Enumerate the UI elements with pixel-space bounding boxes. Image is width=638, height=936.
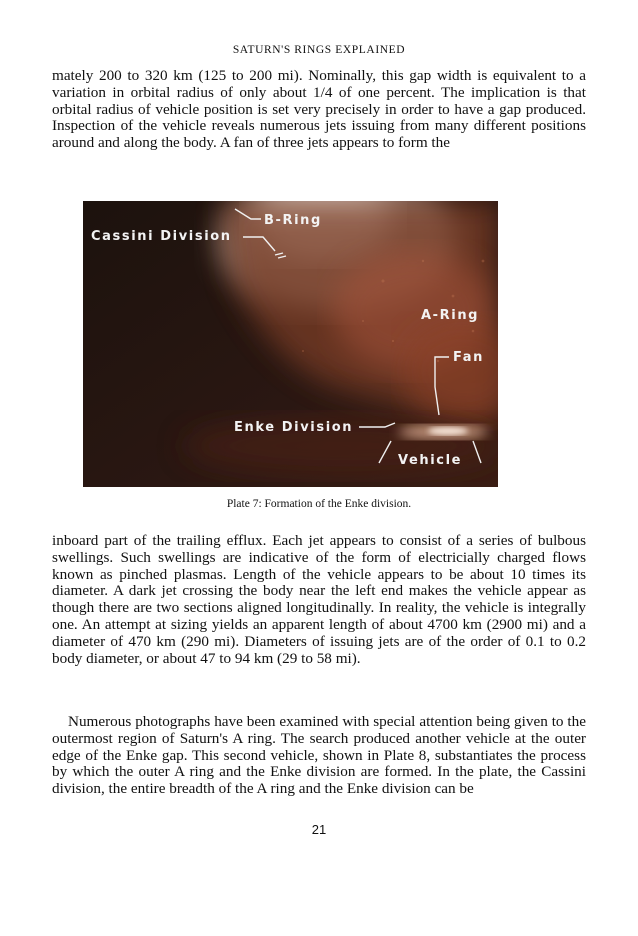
label-vehicle: Vehicle (398, 453, 463, 468)
label-enke-division: Enke Division (234, 420, 354, 435)
paragraph-photographs: Numerous photographs have been examined with special attention being given to the outermost region of Saturn's A ring. The search produced another vehicle at the outer edge of the Enke gap. This second vehicle, shown in Plate 8, substantiates the process by which the outer A ring and the Enke division are formed. In the plate, the Cassini division, the entire breadth of the A ring and the Enke division can be (52, 713, 586, 798)
page-number: 21 (311, 822, 327, 837)
running-head: SATURN'S RINGS EXPLAINED (232, 44, 406, 56)
label-a-ring: A-Ring (421, 308, 480, 323)
plate-caption: Plate 7: Formation of the Enke division. (226, 498, 412, 510)
label-cassini-division: Cassini Division (91, 229, 232, 244)
plate-7-photo (83, 201, 498, 487)
label-fan: Fan (453, 350, 484, 365)
paragraph-jets: inboard part of the trailing efflux. Each jet appears to consist of a series of bulbous swellings. Such swellings are indicative of the form of electricially charged flows known as pinched plasmas. Length of the vehicle appears to be about 10 times its diameter. A dark jet crossing the body near the left end makes the vehicle appear as though there are two sections aligned longitudinally. In reality, the vehicle is integrally one. An attempt at sizing yields an apparent length of about 4700 km (2900 mi) and a diameter of 470 km (290 mi). Diameters of issuing jets are of the order of 0.1 to 0.2 body diameter, or about 47 to 94 km (29 to 58 mi). (52, 532, 586, 667)
paragraph-continuation: mately 200 to 320 km (125 to 200 mi). Nominally, this gap width is equivalent to a variation in orbital radius of only about 1/4 of one percent. The implication is that orbital radius of vehicle position is set very precisely in order to have a gap produced. Inspection of the vehicle reveals numerous jets issuing from many different positions around and along the body. A fan of three jets appears to form the (52, 67, 586, 152)
label-b-ring: B-Ring (264, 213, 322, 228)
